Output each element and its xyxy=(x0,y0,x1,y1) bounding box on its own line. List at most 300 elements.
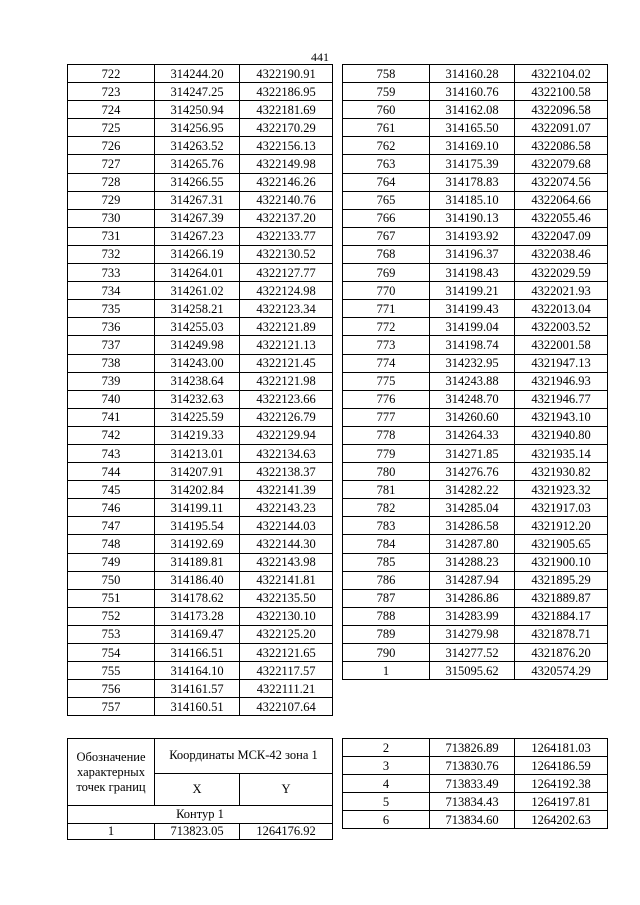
point-number-cell: 775 xyxy=(343,372,430,390)
x-coordinate-cell: 314243.00 xyxy=(155,354,240,372)
y-coordinate-cell: 4322143.23 xyxy=(240,499,333,517)
y-coordinate-cell: 4322141.39 xyxy=(240,481,333,499)
y-coordinate-cell: 4322134.63 xyxy=(240,444,333,462)
table-row xyxy=(68,535,333,553)
y-coordinate-cell: 4322096.58 xyxy=(515,101,608,119)
x-coordinate-cell: 314169.47 xyxy=(155,625,240,643)
point-number-cell: 743 xyxy=(68,444,155,462)
x-coordinate-cell: 314247.25 xyxy=(155,83,240,101)
point-number-cell: 777 xyxy=(343,408,430,426)
point-number-cell: 726 xyxy=(68,137,155,155)
point-number-cell: 742 xyxy=(68,426,155,444)
table-row xyxy=(68,644,333,662)
x-coordinate-cell: 314264.33 xyxy=(430,426,515,444)
point-number-cell: 789 xyxy=(343,625,430,643)
table-row xyxy=(343,245,608,263)
x-coordinate-cell: 314266.55 xyxy=(155,173,240,191)
x-coordinate-cell: 314256.95 xyxy=(155,119,240,137)
y-coordinate-cell: 1264181.03 xyxy=(515,739,608,757)
x-coordinate-cell: 314178.62 xyxy=(155,589,240,607)
x-coordinate-cell: 314196.37 xyxy=(430,245,515,263)
y-coordinate-cell: 4322141.81 xyxy=(240,571,333,589)
y-coordinate-cell: 4322013.04 xyxy=(515,300,608,318)
point-number-cell: 747 xyxy=(68,517,155,535)
table-row xyxy=(343,793,608,811)
x-coordinate-cell: 314186.40 xyxy=(155,571,240,589)
y-coordinate-cell: 4322086.58 xyxy=(515,137,608,155)
y-coordinate-cell: 4322003.52 xyxy=(515,318,608,336)
point-number-cell: 774 xyxy=(343,354,430,372)
table-row xyxy=(343,354,608,372)
point-number-cell: 738 xyxy=(68,354,155,372)
point-number-cell: 5 xyxy=(343,793,430,811)
point-number-cell: 751 xyxy=(68,589,155,607)
x-coordinate-cell: 314175.39 xyxy=(430,155,515,173)
point-number-cell: 763 xyxy=(343,155,430,173)
table-row xyxy=(68,318,333,336)
point-number-cell: 737 xyxy=(68,336,155,354)
point-number-cell: 785 xyxy=(343,553,430,571)
y-coordinate-cell: 4322121.89 xyxy=(240,318,333,336)
y-coordinate-cell: 4321935.14 xyxy=(515,444,608,462)
x-coordinate-cell: 314261.02 xyxy=(155,282,240,300)
x-coordinate-cell: 314265.76 xyxy=(155,155,240,173)
x-coordinate-cell: 314160.28 xyxy=(430,65,515,83)
table-row xyxy=(68,481,333,499)
point-number-cell: 733 xyxy=(68,264,155,282)
table-row xyxy=(68,354,333,372)
x-coordinate-cell: 314207.91 xyxy=(155,463,240,481)
x-coordinate-cell: 314260.60 xyxy=(430,408,515,426)
x-coordinate-cell: 314258.21 xyxy=(155,300,240,318)
x-coordinate-cell: 314249.98 xyxy=(155,336,240,354)
table-row xyxy=(343,300,608,318)
y-coordinate-cell: 4322170.29 xyxy=(240,119,333,137)
table-row xyxy=(68,463,333,481)
point-number-cell: 1 xyxy=(343,662,430,680)
table-row xyxy=(68,65,333,83)
y-coordinate-cell: 4322137.20 xyxy=(240,209,333,227)
point-designation-header: Обозначение характерных точек границ xyxy=(68,739,155,806)
x-coordinate-cell: 713826.89 xyxy=(430,739,515,757)
y-coordinate-cell: 4322079.68 xyxy=(515,155,608,173)
table-header-row xyxy=(68,739,333,774)
point-number-cell: 750 xyxy=(68,571,155,589)
x-coordinate-cell: 314213.01 xyxy=(155,444,240,462)
point-number-cell: 773 xyxy=(343,336,430,354)
point-number-cell: 727 xyxy=(68,155,155,173)
y-coordinate-cell: 4321889.87 xyxy=(515,589,608,607)
y-coordinate-cell: 4322047.09 xyxy=(515,227,608,245)
table-row xyxy=(343,372,608,390)
table-row xyxy=(343,499,608,517)
y-coordinate-cell: 1264197.81 xyxy=(515,793,608,811)
table-row xyxy=(343,571,608,589)
y-coordinate-cell: 4322055.46 xyxy=(515,209,608,227)
point-number-cell: 764 xyxy=(343,173,430,191)
point-number-cell: 1 xyxy=(68,824,155,840)
y-coordinate-cell: 4322091.07 xyxy=(515,119,608,137)
point-number-cell: 6 xyxy=(343,811,430,829)
point-number-cell: 782 xyxy=(343,499,430,517)
table-row xyxy=(68,499,333,517)
point-number-cell: 723 xyxy=(68,83,155,101)
x-coordinate-cell: 315095.62 xyxy=(430,662,515,680)
point-number-cell: 745 xyxy=(68,481,155,499)
x-coordinate-cell: 314195.54 xyxy=(155,517,240,535)
table-row xyxy=(68,191,333,209)
table-row xyxy=(343,444,608,462)
table-row xyxy=(68,824,333,840)
table-row xyxy=(68,209,333,227)
y-coordinate-cell: 4322135.50 xyxy=(240,589,333,607)
y-coordinate-cell: 4322130.52 xyxy=(240,245,333,263)
x-coordinate-cell: 314219.33 xyxy=(155,426,240,444)
point-number-cell: 779 xyxy=(343,444,430,462)
table-row xyxy=(68,155,333,173)
y-coordinate-cell: 4321895.29 xyxy=(515,571,608,589)
y-coordinate-cell: 4322181.69 xyxy=(240,101,333,119)
y-coordinate-cell: 4321930.82 xyxy=(515,463,608,481)
y-coordinate-cell: 4321946.93 xyxy=(515,372,608,390)
x-coordinate-cell: 314199.21 xyxy=(430,282,515,300)
table-row xyxy=(68,607,333,625)
table-row xyxy=(68,119,333,137)
y-coordinate-cell: 4322146.26 xyxy=(240,173,333,191)
point-number-cell: 754 xyxy=(68,644,155,662)
y-coordinate-cell: 4322138.37 xyxy=(240,463,333,481)
table-row xyxy=(343,481,608,499)
x-coordinate-cell: 314238.64 xyxy=(155,372,240,390)
x-column-header: X xyxy=(155,773,240,806)
x-coordinate-cell: 314283.99 xyxy=(430,607,515,625)
y-coordinate-cell: 4322130.10 xyxy=(240,607,333,625)
y-coordinate-cell: 4321923.32 xyxy=(515,481,608,499)
point-number-cell: 3 xyxy=(343,757,430,775)
x-coordinate-cell: 314232.63 xyxy=(155,390,240,408)
y-coordinate-cell: 4322074.56 xyxy=(515,173,608,191)
y-coordinate-cell: 4321946.77 xyxy=(515,390,608,408)
table-row xyxy=(343,119,608,137)
y-column-header: Y xyxy=(240,773,333,806)
point-number-cell: 739 xyxy=(68,372,155,390)
point-number-cell: 749 xyxy=(68,553,155,571)
coordinates-table-lower-right xyxy=(342,738,608,829)
point-number-cell: 740 xyxy=(68,390,155,408)
table-row xyxy=(343,209,608,227)
coordinates-table-right xyxy=(342,64,608,680)
x-coordinate-cell: 314277.52 xyxy=(430,644,515,662)
point-number-cell: 741 xyxy=(68,408,155,426)
x-coordinate-cell: 314255.03 xyxy=(155,318,240,336)
point-number-cell: 730 xyxy=(68,209,155,227)
y-coordinate-cell: 4322156.13 xyxy=(240,137,333,155)
x-coordinate-cell: 314271.85 xyxy=(430,444,515,462)
y-coordinate-cell: 4322129.94 xyxy=(240,426,333,444)
y-coordinate-cell: 4321943.10 xyxy=(515,408,608,426)
point-number-cell: 734 xyxy=(68,282,155,300)
y-coordinate-cell: 4322001.58 xyxy=(515,336,608,354)
point-number-cell: 736 xyxy=(68,318,155,336)
x-coordinate-cell: 314169.10 xyxy=(430,137,515,155)
y-coordinate-cell: 4322107.64 xyxy=(240,698,333,716)
x-coordinate-cell: 314193.92 xyxy=(430,227,515,245)
table-row xyxy=(68,517,333,535)
coordinates-table-lower-left xyxy=(67,738,333,840)
y-coordinate-cell: 4322121.98 xyxy=(240,372,333,390)
point-number-cell: 746 xyxy=(68,499,155,517)
y-coordinate-cell: 4320574.29 xyxy=(515,662,608,680)
y-coordinate-cell: 4322123.34 xyxy=(240,300,333,318)
y-coordinate-cell: 4322121.65 xyxy=(240,644,333,662)
y-coordinate-cell: 4321876.20 xyxy=(515,644,608,662)
table-row xyxy=(343,191,608,209)
y-coordinate-cell: 4322133.77 xyxy=(240,227,333,245)
x-coordinate-cell: 713834.60 xyxy=(430,811,515,829)
x-coordinate-cell: 314198.74 xyxy=(430,336,515,354)
point-number-cell: 787 xyxy=(343,589,430,607)
x-coordinate-cell: 314244.20 xyxy=(155,65,240,83)
contour-label: Контур 1 xyxy=(68,806,333,824)
y-coordinate-cell: 4322117.57 xyxy=(240,662,333,680)
x-coordinate-cell: 314199.04 xyxy=(430,318,515,336)
x-coordinate-cell: 314162.08 xyxy=(430,101,515,119)
x-coordinate-cell: 314202.84 xyxy=(155,481,240,499)
point-number-cell: 786 xyxy=(343,571,430,589)
x-coordinate-cell: 314288.23 xyxy=(430,553,515,571)
table-row xyxy=(68,137,333,155)
x-coordinate-cell: 314232.95 xyxy=(430,354,515,372)
y-coordinate-cell: 4322029.59 xyxy=(515,264,608,282)
y-coordinate-cell: 4322111.21 xyxy=(240,680,333,698)
point-number-cell: 755 xyxy=(68,662,155,680)
table-row xyxy=(343,463,608,481)
table-row xyxy=(343,336,608,354)
table-row xyxy=(68,300,333,318)
point-number-cell: 759 xyxy=(343,83,430,101)
point-number-cell: 761 xyxy=(343,119,430,137)
table-row xyxy=(343,553,608,571)
point-number-cell: 724 xyxy=(68,101,155,119)
table-row xyxy=(68,101,333,119)
x-coordinate-cell: 314185.10 xyxy=(430,191,515,209)
point-number-cell: 781 xyxy=(343,481,430,499)
y-coordinate-cell: 4322186.95 xyxy=(240,83,333,101)
y-coordinate-cell: 4322140.76 xyxy=(240,191,333,209)
table-row xyxy=(68,264,333,282)
x-coordinate-cell: 314248.70 xyxy=(430,390,515,408)
y-coordinate-cell: 4321878.71 xyxy=(515,625,608,643)
y-coordinate-cell: 1264186.59 xyxy=(515,757,608,775)
x-coordinate-cell: 314189.81 xyxy=(155,553,240,571)
y-coordinate-cell: 4321884.17 xyxy=(515,607,608,625)
x-coordinate-cell: 713830.76 xyxy=(430,757,515,775)
y-coordinate-cell: 4322149.98 xyxy=(240,155,333,173)
table-row xyxy=(68,83,333,101)
x-coordinate-cell: 314285.04 xyxy=(430,499,515,517)
x-coordinate-cell: 314287.80 xyxy=(430,535,515,553)
y-coordinate-cell: 4322126.79 xyxy=(240,408,333,426)
x-coordinate-cell: 713833.49 xyxy=(430,775,515,793)
point-number-cell: 783 xyxy=(343,517,430,535)
point-number-cell: 722 xyxy=(68,65,155,83)
table-row xyxy=(343,408,608,426)
table-row xyxy=(343,757,608,775)
table-row xyxy=(343,173,608,191)
y-coordinate-cell: 4321912.20 xyxy=(515,517,608,535)
table-row xyxy=(343,137,608,155)
point-number-cell: 729 xyxy=(68,191,155,209)
y-coordinate-cell: 4321947.13 xyxy=(515,354,608,372)
x-coordinate-cell: 314267.23 xyxy=(155,227,240,245)
table-row xyxy=(343,282,608,300)
table-row xyxy=(343,811,608,829)
table-row xyxy=(343,739,608,757)
x-coordinate-cell: 314198.43 xyxy=(430,264,515,282)
table-row xyxy=(343,775,608,793)
y-coordinate-cell: 4322021.93 xyxy=(515,282,608,300)
table-row xyxy=(68,245,333,263)
table-row xyxy=(343,390,608,408)
y-coordinate-cell: 4322064.66 xyxy=(515,191,608,209)
x-coordinate-cell: 314199.11 xyxy=(155,499,240,517)
y-coordinate-cell: 4322127.77 xyxy=(240,264,333,282)
table-row xyxy=(343,535,608,553)
x-coordinate-cell: 314166.51 xyxy=(155,644,240,662)
point-number-cell: 752 xyxy=(68,607,155,625)
y-coordinate-cell: 4321917.03 xyxy=(515,499,608,517)
y-coordinate-cell: 4322143.98 xyxy=(240,553,333,571)
table-row xyxy=(343,227,608,245)
table-row xyxy=(68,680,333,698)
x-coordinate-cell: 314279.98 xyxy=(430,625,515,643)
point-number-cell: 776 xyxy=(343,390,430,408)
point-number-cell: 2 xyxy=(343,739,430,757)
table-row xyxy=(343,83,608,101)
x-coordinate-cell: 314276.76 xyxy=(430,463,515,481)
point-number-cell: 725 xyxy=(68,119,155,137)
table-row xyxy=(343,264,608,282)
table-row xyxy=(343,517,608,535)
x-coordinate-cell: 314161.57 xyxy=(155,680,240,698)
table-row xyxy=(343,625,608,643)
table-row xyxy=(343,589,608,607)
table-row xyxy=(343,662,608,680)
x-coordinate-cell: 314165.50 xyxy=(430,119,515,137)
point-number-cell: 728 xyxy=(68,173,155,191)
x-coordinate-cell: 314286.58 xyxy=(430,517,515,535)
x-coordinate-cell: 314164.10 xyxy=(155,662,240,680)
x-coordinate-cell: 314267.31 xyxy=(155,191,240,209)
table-row xyxy=(68,698,333,716)
coordinates-table-left xyxy=(67,64,333,716)
x-coordinate-cell: 314160.51 xyxy=(155,698,240,716)
x-coordinate-cell: 713823.05 xyxy=(155,824,240,840)
table-row xyxy=(68,426,333,444)
table-row xyxy=(68,571,333,589)
table-row xyxy=(68,444,333,462)
x-coordinate-cell: 314286.86 xyxy=(430,589,515,607)
y-coordinate-cell: 1264176.92 xyxy=(240,824,333,840)
section-row xyxy=(68,806,333,824)
x-coordinate-cell: 314287.94 xyxy=(430,571,515,589)
point-number-cell: 770 xyxy=(343,282,430,300)
point-number-cell: 762 xyxy=(343,137,430,155)
y-coordinate-cell: 4321940.80 xyxy=(515,426,608,444)
point-number-cell: 780 xyxy=(343,463,430,481)
y-coordinate-cell: 4322124.98 xyxy=(240,282,333,300)
table-row xyxy=(68,408,333,426)
point-number-cell: 766 xyxy=(343,209,430,227)
point-number-cell: 748 xyxy=(68,535,155,553)
point-number-cell: 732 xyxy=(68,245,155,263)
table-row xyxy=(68,589,333,607)
x-coordinate-cell: 314160.76 xyxy=(430,83,515,101)
y-coordinate-cell: 4322144.30 xyxy=(240,535,333,553)
x-coordinate-cell: 314190.13 xyxy=(430,209,515,227)
y-coordinate-cell: 4322104.02 xyxy=(515,65,608,83)
table-row xyxy=(68,173,333,191)
point-number-cell: 790 xyxy=(343,644,430,662)
point-number-cell: 765 xyxy=(343,191,430,209)
point-number-cell: 756 xyxy=(68,680,155,698)
x-coordinate-cell: 314199.43 xyxy=(430,300,515,318)
y-coordinate-cell: 4321900.10 xyxy=(515,553,608,571)
y-coordinate-cell: 4322100.58 xyxy=(515,83,608,101)
point-number-cell: 769 xyxy=(343,264,430,282)
point-number-cell: 753 xyxy=(68,625,155,643)
coordinates-system-header: Координаты МСК-42 зона 1 xyxy=(155,739,333,774)
x-coordinate-cell: 314266.19 xyxy=(155,245,240,263)
page-number: 441 xyxy=(311,50,329,64)
point-number-cell: 778 xyxy=(343,426,430,444)
y-coordinate-cell: 4322190.91 xyxy=(240,65,333,83)
table-row xyxy=(68,227,333,245)
table-row xyxy=(68,553,333,571)
point-number-cell: 784 xyxy=(343,535,430,553)
y-coordinate-cell: 4322123.66 xyxy=(240,390,333,408)
point-number-cell: 731 xyxy=(68,227,155,245)
y-coordinate-cell: 1264202.63 xyxy=(515,811,608,829)
y-coordinate-cell: 4321905.65 xyxy=(515,535,608,553)
y-coordinate-cell: 4322121.45 xyxy=(240,354,333,372)
point-number-cell: 4 xyxy=(343,775,430,793)
y-coordinate-cell: 1264192.38 xyxy=(515,775,608,793)
x-coordinate-cell: 314192.69 xyxy=(155,535,240,553)
point-number-cell: 760 xyxy=(343,101,430,119)
point-number-cell: 744 xyxy=(68,463,155,481)
x-coordinate-cell: 314173.28 xyxy=(155,607,240,625)
table-row xyxy=(68,282,333,300)
y-coordinate-cell: 4322038.46 xyxy=(515,245,608,263)
y-coordinate-cell: 4322125.20 xyxy=(240,625,333,643)
table-row xyxy=(343,65,608,83)
table-row xyxy=(343,155,608,173)
table-row xyxy=(343,426,608,444)
table-row xyxy=(68,372,333,390)
x-coordinate-cell: 314263.52 xyxy=(155,137,240,155)
table-row xyxy=(343,318,608,336)
x-coordinate-cell: 314178.83 xyxy=(430,173,515,191)
point-number-cell: 768 xyxy=(343,245,430,263)
x-coordinate-cell: 314225.59 xyxy=(155,408,240,426)
table-row xyxy=(343,607,608,625)
x-coordinate-cell: 713834.43 xyxy=(430,793,515,811)
table-row xyxy=(343,101,608,119)
table-row xyxy=(68,390,333,408)
point-number-cell: 767 xyxy=(343,227,430,245)
table-row xyxy=(68,662,333,680)
